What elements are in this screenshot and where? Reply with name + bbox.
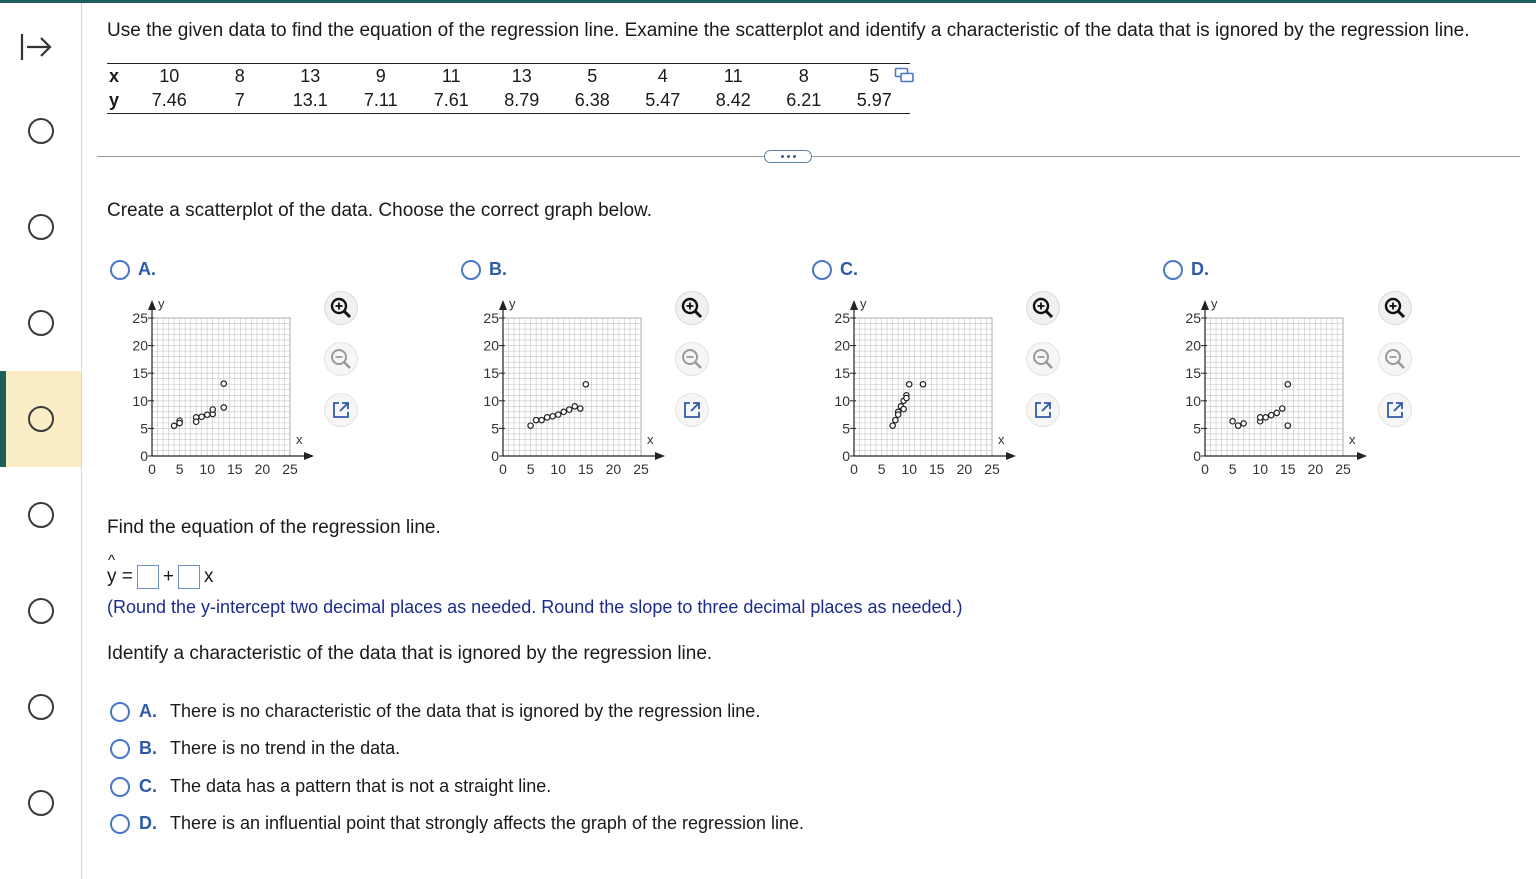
table-row-y bbox=[107, 89, 910, 114]
more-button[interactable] bbox=[764, 150, 812, 163]
data-point bbox=[583, 382, 588, 387]
option-text: There is no characteristic of the data that is ignored by the regression line. bbox=[170, 701, 761, 721]
x-tick-label: 25 bbox=[984, 461, 1000, 477]
status-circle-icon bbox=[28, 406, 54, 432]
table-cell: 5.47 bbox=[628, 89, 699, 114]
dot-icon bbox=[787, 155, 790, 158]
zoom-out-button[interactable] bbox=[1027, 343, 1059, 375]
table-cell: 5 bbox=[557, 64, 628, 89]
table-cell: 7.61 bbox=[416, 89, 487, 114]
table-cell: 4 bbox=[628, 64, 699, 89]
status-circle-icon bbox=[28, 502, 54, 528]
open-graph-button[interactable] bbox=[1027, 394, 1059, 426]
table-cell: 11 bbox=[416, 64, 487, 89]
x-tick-label: 5 bbox=[175, 461, 184, 477]
x-axis-arrow bbox=[304, 452, 314, 460]
status-circle-icon bbox=[28, 790, 54, 816]
external-link-icon bbox=[682, 400, 702, 420]
x-tick-label: 0 bbox=[1201, 461, 1209, 477]
radio-button[interactable] bbox=[812, 260, 832, 280]
y-tick-label: 10 bbox=[834, 392, 850, 409]
y-axis-label: y bbox=[509, 296, 516, 311]
zoom-out-icon bbox=[1383, 347, 1407, 371]
data-point bbox=[1263, 415, 1268, 420]
x-tick-label: 5 bbox=[877, 461, 886, 477]
x-tick-label: 10 bbox=[550, 461, 566, 477]
answer-option-a[interactable] bbox=[110, 701, 760, 722]
x-tick-label: 10 bbox=[901, 461, 917, 477]
x-axis-label: x bbox=[296, 432, 303, 447]
data-point bbox=[890, 423, 895, 428]
zoom-in-button[interactable] bbox=[676, 292, 708, 324]
equation-prompt: Find the equation of the regression line. bbox=[107, 517, 441, 538]
table-cell: 7 bbox=[205, 89, 276, 114]
collapse-sidebar-icon[interactable] bbox=[18, 29, 54, 65]
x-axis-label: x bbox=[1349, 432, 1356, 447]
table-cell: 9 bbox=[346, 64, 417, 89]
zoom-in-icon bbox=[1383, 296, 1407, 320]
plot-area bbox=[152, 318, 290, 456]
x-tick-label: 15 bbox=[578, 461, 594, 477]
y-axis-arrow bbox=[499, 300, 507, 310]
data-point bbox=[544, 415, 549, 420]
x-tick-label: 20 bbox=[1307, 461, 1324, 477]
table-row-x bbox=[107, 64, 910, 89]
question-sidebar bbox=[0, 3, 82, 879]
zoom-out-icon bbox=[680, 347, 704, 371]
x-tick-label: 0 bbox=[499, 461, 507, 477]
y-tick-label: 0 bbox=[842, 448, 850, 464]
data-point bbox=[895, 412, 900, 417]
option-letter: C. bbox=[139, 776, 157, 796]
option-text: The data has a pattern that is not a straight line. bbox=[170, 776, 552, 796]
x-tick-label: 25 bbox=[633, 461, 649, 477]
data-point bbox=[533, 417, 538, 422]
option-text: There is an influential point that strongly affects the graph of the regression line. bbox=[170, 813, 805, 833]
y-tick-label: 25 bbox=[1185, 310, 1201, 326]
x-tick-label: 20 bbox=[254, 461, 271, 477]
option-letter: A. bbox=[138, 259, 156, 279]
y-hat-label: ^ y = bbox=[107, 566, 133, 588]
table-cell: 13.1 bbox=[275, 89, 346, 114]
data-table bbox=[107, 63, 910, 114]
y-axis-arrow bbox=[850, 300, 858, 310]
y-tick-label: 20 bbox=[834, 337, 850, 354]
y-tick-label: 25 bbox=[132, 310, 148, 326]
y-tick-label: 15 bbox=[483, 365, 499, 382]
x-tick-label: 0 bbox=[148, 461, 156, 477]
y-tick-label: 25 bbox=[834, 310, 850, 326]
scatterplot-d bbox=[1171, 290, 1371, 490]
rounding-note: (Round the y-intercept two decimal places as needed. Round the slope to three decimal places as needed.) bbox=[107, 597, 963, 617]
x-axis-arrow bbox=[1357, 452, 1367, 460]
table-cell: 8 bbox=[205, 64, 276, 89]
y-axis-label: y bbox=[1211, 296, 1218, 311]
answer-option-c[interactable] bbox=[110, 776, 551, 797]
graph-option-c[interactable] bbox=[812, 259, 858, 280]
question-nav-3[interactable] bbox=[0, 275, 81, 371]
data-point bbox=[893, 417, 898, 422]
plot-area bbox=[503, 318, 641, 456]
y-tick-label: 0 bbox=[1193, 448, 1201, 464]
scatterplot-a bbox=[118, 290, 318, 490]
question-nav-2[interactable] bbox=[0, 179, 81, 275]
table-cell: 6.38 bbox=[557, 89, 628, 114]
graph-option-b[interactable] bbox=[461, 259, 507, 280]
status-circle-icon bbox=[28, 310, 54, 336]
table-cell: 13 bbox=[275, 64, 346, 89]
y-tick-label: 0 bbox=[140, 448, 148, 464]
data-point bbox=[561, 409, 566, 414]
option-letter: B. bbox=[489, 259, 507, 279]
table-cell: 6.21 bbox=[769, 89, 840, 114]
plus-sign: + bbox=[162, 566, 174, 587]
data-point bbox=[177, 420, 182, 425]
dot-icon bbox=[781, 155, 784, 158]
radio-button[interactable] bbox=[110, 777, 130, 797]
data-point bbox=[550, 414, 555, 419]
data-point bbox=[1280, 406, 1285, 411]
question-nav-8[interactable] bbox=[0, 755, 81, 851]
top-accent-bar bbox=[0, 0, 1536, 3]
table-cell: 5.97 bbox=[839, 89, 910, 114]
y-tick-label: 20 bbox=[1185, 337, 1201, 354]
zoom-in-icon bbox=[1031, 296, 1055, 320]
option-text: There is no trend in the data. bbox=[170, 738, 401, 758]
y-axis-arrow bbox=[1201, 300, 1209, 310]
data-point bbox=[221, 405, 226, 410]
zoom-out-icon bbox=[329, 347, 353, 371]
option-letter: C. bbox=[840, 259, 858, 279]
x-tick-label: 5 bbox=[1228, 461, 1237, 477]
y-tick-label: 5 bbox=[491, 420, 499, 437]
question-nav-6[interactable] bbox=[0, 563, 81, 659]
y-tick-label: 10 bbox=[132, 392, 148, 409]
table-cell: 7.46 bbox=[134, 89, 205, 114]
data-point bbox=[901, 406, 906, 411]
y-tick-label: 5 bbox=[842, 420, 850, 437]
radio-button[interactable] bbox=[461, 260, 481, 280]
option-letter: B. bbox=[139, 738, 157, 758]
y-tick-label: 10 bbox=[1185, 392, 1201, 409]
x-variable: x bbox=[203, 566, 214, 587]
table-cell: 8.42 bbox=[698, 89, 769, 114]
table-cell: 5 bbox=[839, 64, 910, 89]
dot-icon bbox=[793, 155, 796, 158]
open-graph-button[interactable] bbox=[1379, 394, 1411, 426]
status-circle-icon bbox=[28, 598, 54, 624]
table-cell: 11 bbox=[698, 64, 769, 89]
characteristic-prompt: Identify a characteristic of the data that is ignored by the regression line. bbox=[107, 643, 713, 664]
y-tick-label: 20 bbox=[483, 337, 499, 354]
x-tick-label: 20 bbox=[956, 461, 973, 477]
question-nav-5[interactable] bbox=[0, 467, 81, 563]
y-axis-label: y bbox=[158, 296, 165, 311]
data-point bbox=[1269, 412, 1274, 417]
data-point bbox=[210, 407, 215, 412]
data-point bbox=[1235, 423, 1240, 428]
y-tick-label: 0 bbox=[491, 448, 499, 464]
radio-button[interactable] bbox=[110, 814, 130, 834]
data-point bbox=[171, 423, 176, 428]
data-point bbox=[1285, 382, 1290, 387]
data-point bbox=[1258, 415, 1263, 420]
x-axis-label: x bbox=[998, 432, 1005, 447]
graph-option-a[interactable] bbox=[110, 259, 156, 280]
data-point bbox=[920, 382, 925, 387]
open-graph-button[interactable] bbox=[325, 394, 357, 426]
radio-button[interactable] bbox=[110, 702, 130, 722]
status-circle-icon bbox=[28, 118, 54, 144]
x-axis-label: x bbox=[647, 432, 654, 447]
zoom-out-button[interactable] bbox=[1379, 343, 1411, 375]
answer-option-b[interactable] bbox=[110, 738, 400, 759]
table-cell: 8.79 bbox=[487, 89, 558, 114]
data-point bbox=[528, 423, 533, 428]
x-axis-arrow bbox=[1006, 452, 1016, 460]
radio-button[interactable] bbox=[110, 739, 130, 759]
row-label-y: y bbox=[107, 89, 134, 114]
y-tick-label: 5 bbox=[1193, 420, 1201, 437]
data-point bbox=[1274, 410, 1279, 415]
x-tick-label: 15 bbox=[929, 461, 945, 477]
zoom-out-button[interactable] bbox=[676, 343, 708, 375]
data-point bbox=[578, 406, 583, 411]
data-point bbox=[907, 382, 912, 387]
external-link-icon bbox=[1385, 400, 1405, 420]
option-letter: A. bbox=[139, 701, 157, 721]
answer-option-d[interactable] bbox=[110, 813, 804, 834]
data-point bbox=[205, 412, 210, 417]
zoom-in-icon bbox=[329, 296, 353, 320]
status-circle-icon bbox=[28, 214, 54, 240]
radio-button[interactable] bbox=[110, 260, 130, 280]
data-point bbox=[567, 407, 572, 412]
data-point bbox=[199, 414, 204, 419]
data-point bbox=[539, 417, 544, 422]
external-link-icon bbox=[331, 400, 351, 420]
zoom-in-button[interactable] bbox=[1027, 292, 1059, 324]
x-axis-arrow bbox=[655, 452, 665, 460]
y-tick-label: 15 bbox=[834, 365, 850, 382]
x-tick-label: 25 bbox=[282, 461, 298, 477]
x-tick-label: 0 bbox=[850, 461, 858, 477]
table-cell: 13 bbox=[487, 64, 558, 89]
y-tick-label: 20 bbox=[132, 337, 148, 354]
graph-option-d[interactable] bbox=[1163, 259, 1209, 280]
slope-input[interactable] bbox=[178, 565, 200, 589]
status-circle-icon bbox=[28, 694, 54, 720]
table-cell: 10 bbox=[134, 64, 205, 89]
question-nav-4-active[interactable] bbox=[0, 371, 81, 467]
scatter-prompt: Create a scatterplot of the data. Choose the correct graph below. bbox=[107, 200, 652, 221]
radio-button[interactable] bbox=[1163, 260, 1183, 280]
y-axis-label: y bbox=[860, 296, 867, 311]
zoom-in-icon bbox=[680, 296, 704, 320]
x-tick-label: 10 bbox=[199, 461, 215, 477]
data-point bbox=[1230, 419, 1235, 424]
y-tick-label: 5 bbox=[140, 420, 148, 437]
question-text: Use the given data to find the equation of the regression line. Examine the scatterplot and identify a characteristic of the data that is ignored by the regression line. bbox=[107, 20, 1470, 41]
table-cell: 8 bbox=[769, 64, 840, 89]
y-axis-arrow bbox=[148, 300, 156, 310]
copy-data-icon[interactable] bbox=[894, 67, 914, 83]
zoom-in-button[interactable] bbox=[325, 292, 357, 324]
x-tick-label: 25 bbox=[1335, 461, 1351, 477]
y-tick-label: 15 bbox=[1185, 365, 1201, 382]
data-point bbox=[556, 412, 561, 417]
regression-equation bbox=[107, 565, 213, 589]
x-tick-label: 15 bbox=[1280, 461, 1296, 477]
data-point bbox=[1285, 423, 1290, 428]
data-point bbox=[221, 381, 226, 386]
table-cell: 7.11 bbox=[346, 89, 417, 114]
scatterplot-c bbox=[820, 290, 1020, 490]
data-point bbox=[1241, 421, 1246, 426]
question-nav-7[interactable] bbox=[0, 659, 81, 755]
scatterplot-b bbox=[469, 290, 669, 490]
external-link-icon bbox=[1033, 400, 1053, 420]
y-tick-label: 10 bbox=[483, 392, 499, 409]
zoom-out-button[interactable] bbox=[325, 343, 357, 375]
data-point bbox=[904, 395, 909, 400]
y-tick-label: 25 bbox=[483, 310, 499, 326]
option-letter: D. bbox=[139, 813, 157, 833]
data-point bbox=[572, 404, 577, 409]
x-tick-label: 10 bbox=[1252, 461, 1268, 477]
x-tick-label: 20 bbox=[605, 461, 622, 477]
option-letter: D. bbox=[1191, 259, 1209, 279]
row-label-x: x bbox=[107, 64, 134, 89]
x-tick-label: 15 bbox=[227, 461, 243, 477]
question-nav-1[interactable] bbox=[0, 83, 81, 179]
y-tick-label: 15 bbox=[132, 365, 148, 382]
x-tick-label: 5 bbox=[526, 461, 535, 477]
plot-area bbox=[1205, 318, 1343, 456]
data-point bbox=[193, 419, 198, 424]
open-graph-button[interactable] bbox=[676, 394, 708, 426]
intercept-input[interactable] bbox=[137, 565, 159, 589]
zoom-in-button[interactable] bbox=[1379, 292, 1411, 324]
zoom-out-icon bbox=[1031, 347, 1055, 371]
